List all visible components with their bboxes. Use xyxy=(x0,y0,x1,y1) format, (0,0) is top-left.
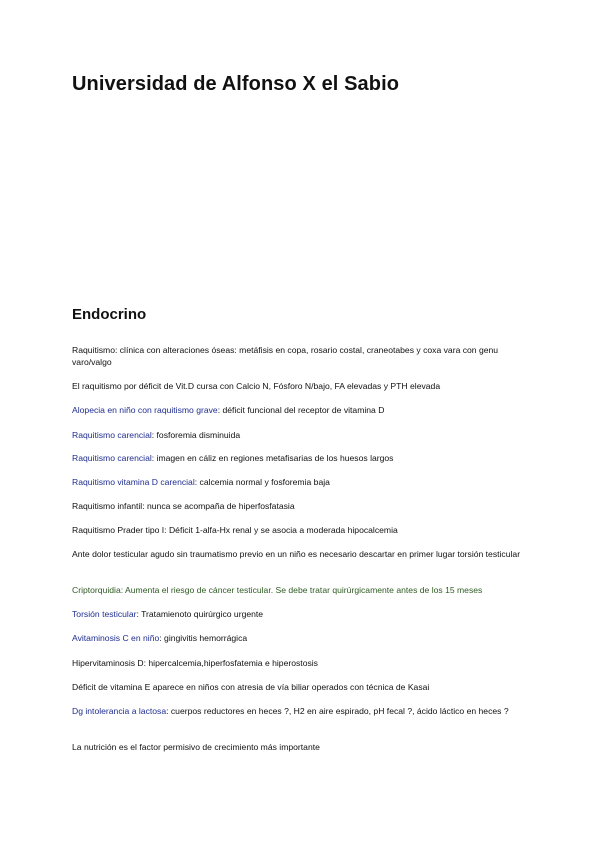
list-item xyxy=(72,380,532,392)
item-text: Hipervitaminosis D: hipercalcemia,hiperfosfatemia e hiperostosis xyxy=(72,658,318,668)
item-label: Dg intolerancia a lactosa xyxy=(72,706,167,716)
item-text: Raquitismo: clínica con alteraciones óseas: metáfisis en copa, rosario costal, craneotabes y coxa vara con genu varo/valgo xyxy=(72,345,499,367)
list-item xyxy=(72,608,532,620)
list-item xyxy=(72,681,532,693)
item-text: Criptorquidia: Aumenta el riesgo de cáncer testicular. Se debe tratar quirúrgicamente antes de los 15 meses xyxy=(72,585,483,595)
item-text: : fosforemia disminuida xyxy=(151,430,241,440)
item-label: Raquitismo vitamina D carencial xyxy=(72,477,195,487)
item-text: : imagen en cáliz en regiones metafisarias de los huesos largos xyxy=(151,453,394,463)
item-text: Déficit de vitamina E aparece en niños con atresia de vía biliar operados con técnica de Kasai xyxy=(72,682,430,692)
list-item xyxy=(72,344,532,368)
list-item xyxy=(72,657,532,669)
item-text: : calcemia normal y fosforemia baja xyxy=(194,477,330,487)
item-text: Raquitismo Prader tipo I: Déficit 1-alfa-Hx renal y se asocia a moderada hipocalcemia xyxy=(72,525,398,535)
item-label: Torsión testicular xyxy=(72,609,137,619)
item-text: La nutrición es el factor permisivo de crecimiento más importante xyxy=(72,742,320,752)
list-item xyxy=(72,584,532,596)
list-item xyxy=(72,476,532,488)
item-label: Alopecia en niño con raquitismo grave xyxy=(72,405,218,415)
item-text: : cuerpos reductores en heces ?, H2 en aire espirado, pH fecal ?, ácido láctico en heces ? xyxy=(166,706,509,716)
item-text: : déficit funcional del receptor de vitamina D xyxy=(217,405,385,415)
list-item xyxy=(72,500,532,512)
item-label: Avitaminosis C en niño xyxy=(72,633,160,643)
item-label: Raquitismo carencial xyxy=(72,430,152,440)
item-text: : gingivitis hemorrágica xyxy=(159,633,248,643)
list-item xyxy=(72,429,532,441)
section-title: Endocrino xyxy=(72,306,147,323)
item-text: : Tratamienoto quirúrgico urgente xyxy=(136,609,264,619)
item-text: Ante dolor testicular agudo sin traumatismo previo en un niño es necesario descartar en primer lugar torsión testicular xyxy=(72,549,521,559)
list-item xyxy=(72,632,532,644)
item-label: Raquitismo carencial xyxy=(72,453,152,463)
list-item xyxy=(72,741,532,753)
list-item xyxy=(72,524,532,536)
list-item xyxy=(72,705,532,717)
item-text: Raquitismo infantil: nunca se acompaña de hiperfosfatasia xyxy=(72,501,295,511)
document-title: Universidad de Alfonso X el Sabio xyxy=(72,73,400,95)
list-item xyxy=(72,452,532,464)
item-text: El raquitismo por déficit de Vit.D cursa con Calcio N, Fósforo N/bajo, FA elevadas y PTH elevada xyxy=(72,381,441,391)
list-item xyxy=(72,548,532,560)
list-item xyxy=(72,404,532,416)
